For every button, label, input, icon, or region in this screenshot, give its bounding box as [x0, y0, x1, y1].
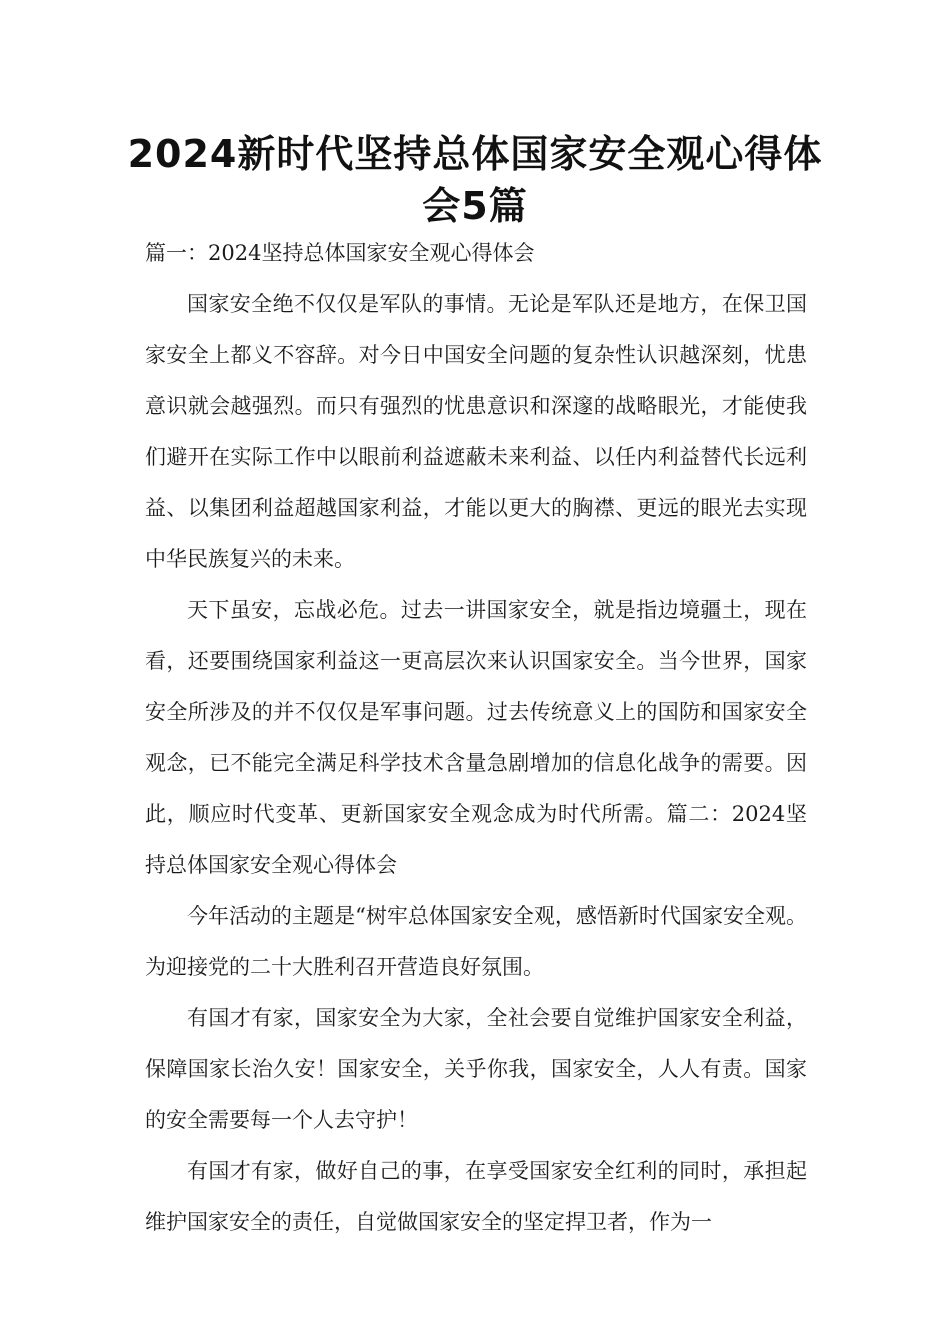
paragraph-4: 有国才有家，国家安全为大家，全社会要自觉维护国家安全利益，保障国家长治久安！国家安全，关乎你我，国家安全，人人有责。国家的安全需要每一个人去守护！: [145, 1006, 807, 1132]
document-body: [145, 279, 807, 1248]
paragraph-1: 国家安全绝不仅仅是军队的事情。无论是军队还是地方，在保卫国家安全上都义不容辞。对今日中国安全问题的复杂性认识越深刻，忧患意识就会越强烈。而只有强烈的忧患意识和深邃的战略眼光，才能使我们避开在实际工作中以眼前利益遮蔽未来利益、以任内利益替代长远利益、以集团利益超越国家利益，才能以更大的胸襟、更远的眼光去实现中华民族复兴的未来。: [145, 292, 807, 571]
document-title: 2024新时代坚持总体国家安全观心得体会5篇: [127, 132, 823, 228]
paragraph-5: 有国才有家，做好自己的事，在享受国家安全红利的同时，承担起维护国家安全的责任，自觉做国家安全的坚定捍卫者，作为一: [145, 1159, 807, 1234]
section-heading: 篇一：2024坚持总体国家安全观心得体会: [145, 241, 535, 265]
paragraph-2: 天下虽安，忘战必危。过去一讲国家安全，就是指边境疆土，现在看，还要围绕国家利益这一更高层次来认识国家安全。当今世界，国家安全所涉及的并不仅仅是军事问题。过去传统意义上的国防和国家安全观念，已不能完全满足科学技术含量急剧增加的信息化战争的需要。因此，顺应时代变革、更新国家安全观念成为时代所需。篇二：2024坚持总体国家安全观心得体会: [145, 598, 807, 877]
paragraph-3: 今年活动的主题是“树牢总体国家安全观，感悟新时代国家安全观。为迎接党的二十大胜利召开营造良好氛围。: [145, 904, 807, 979]
